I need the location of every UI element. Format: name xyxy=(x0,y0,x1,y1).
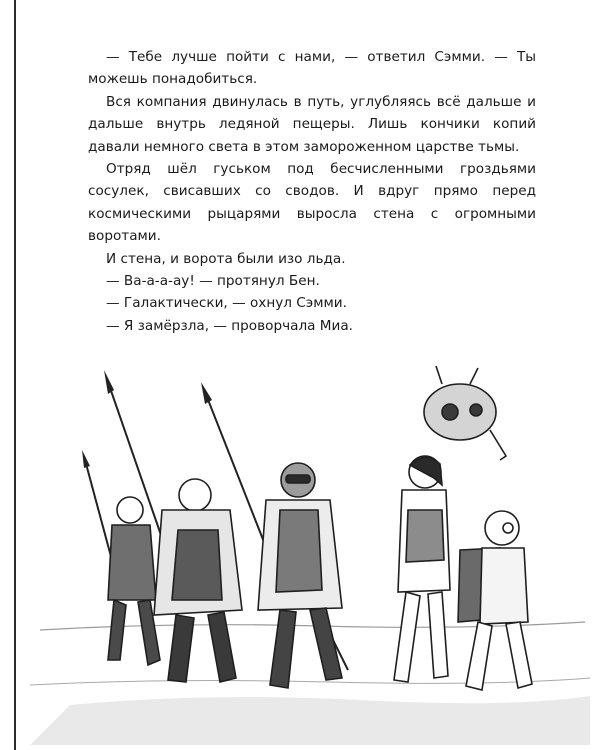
knight-furry xyxy=(154,479,242,682)
character-leg xyxy=(428,592,448,678)
character-armor xyxy=(406,510,444,562)
paragraph: И стена, и ворота были изо льда. xyxy=(106,250,346,267)
character-leg xyxy=(394,592,420,682)
character-leg xyxy=(506,622,532,688)
spear-tip xyxy=(82,450,90,468)
knight-leg xyxy=(208,612,236,682)
story-text xyxy=(88,46,536,337)
character-leg xyxy=(466,622,492,690)
ground-line xyxy=(30,678,590,685)
paragraph: — Тебе лучше пойти с нами, — ответил Сэмми. — Ты можешь понадобиться. xyxy=(88,49,536,88)
spear-tips xyxy=(82,370,212,468)
knight-leg xyxy=(108,600,126,660)
knight-armor xyxy=(172,530,222,600)
floating-robot xyxy=(424,366,506,460)
knight-leg xyxy=(310,608,342,680)
robot-body xyxy=(424,384,496,440)
dialogue-line: — Галактически, — охнул Сэмми. xyxy=(106,295,347,312)
spear-tip xyxy=(104,370,114,394)
girl-mia xyxy=(394,456,450,682)
boy-ben xyxy=(458,511,532,690)
knight-head xyxy=(117,497,143,523)
knight-leg xyxy=(270,610,296,688)
goggles-icon xyxy=(286,475,310,483)
knight-left xyxy=(108,497,160,665)
character-head xyxy=(485,511,519,545)
dialogue-line: — Я замёрзла, — проворчала Миа. xyxy=(106,317,353,334)
dialogue-line: — Ва-а-а-ау! — протянул Бен. xyxy=(106,273,320,290)
robot-antenna xyxy=(436,366,478,384)
character-body xyxy=(480,548,528,624)
knight-armor xyxy=(276,510,322,592)
knight-goggles xyxy=(258,463,342,688)
paragraph: Вся компания двинулась в путь, углубляясь всё дальше и дальше внутрь ледяной пещеры. Лишь кончики копий давали немного света в этом замороженном царстве тьмы. xyxy=(88,93,536,155)
ground-shadow xyxy=(30,696,590,745)
paragraph: Отряд шёл гуськом под бесчисленными гроздьями сосулек, свисавших со сводов. И вдруг прямо перед космическими рыцарями выросла стена с огромными воротами. xyxy=(88,161,536,245)
robot-arm xyxy=(490,430,506,460)
page-edge-line xyxy=(14,0,16,750)
marching-knights-illustration xyxy=(30,360,590,745)
spear-tip xyxy=(201,382,212,404)
knight-head xyxy=(179,479,211,511)
robot-eye xyxy=(442,404,458,420)
knight-body xyxy=(108,525,156,600)
robot-eye xyxy=(470,404,482,416)
